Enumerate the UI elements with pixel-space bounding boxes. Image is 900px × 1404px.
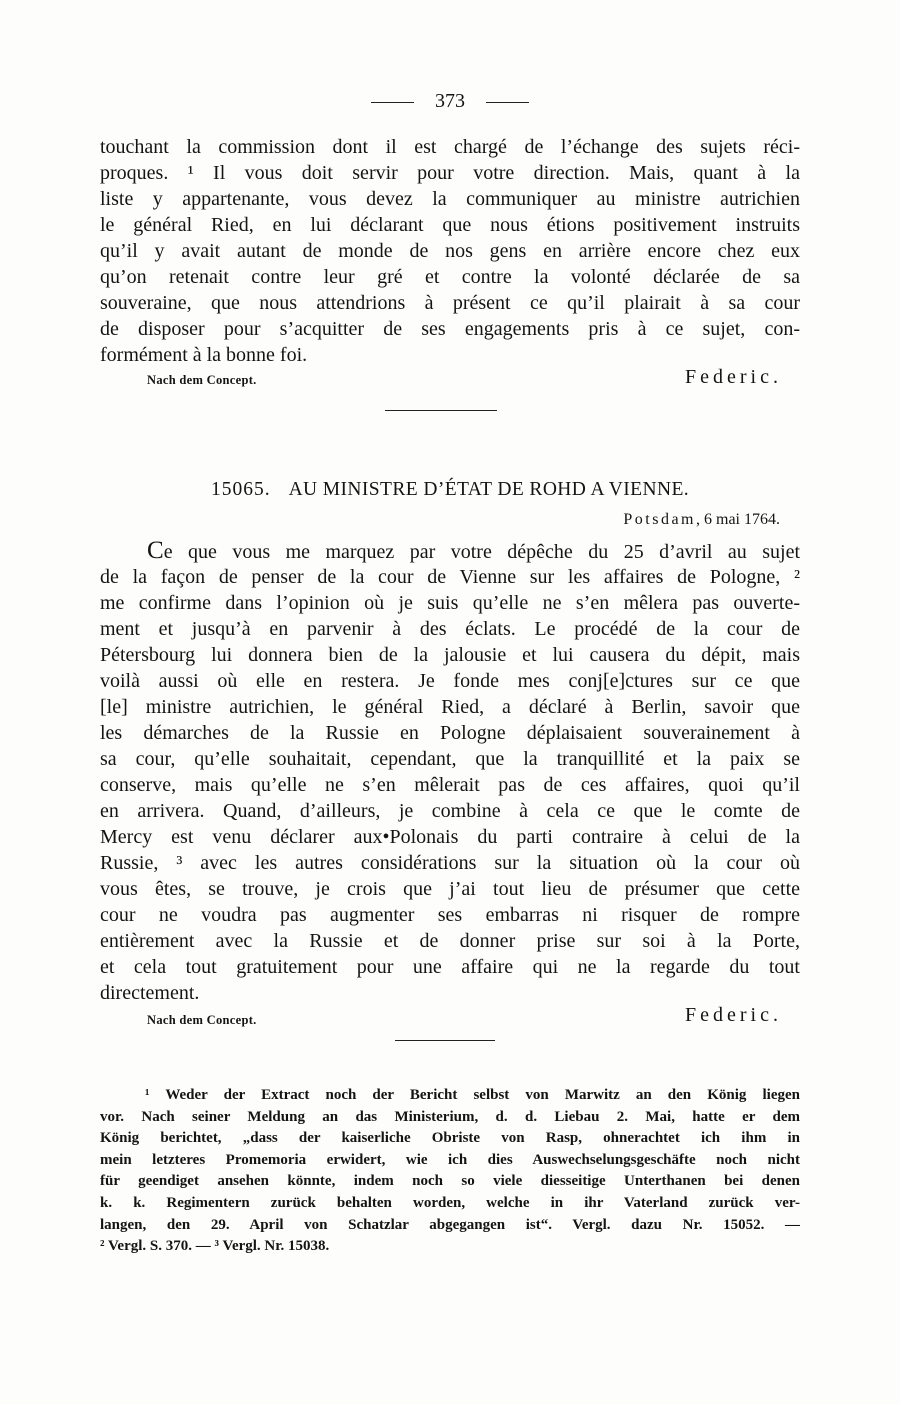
text-line: de la façon de penser de la cour de Vienne sur les affaires de Pologne, ² bbox=[100, 566, 800, 588]
text-line: voilà aussi où elle en restera. Je fonde mes conj[e]ctures sur ce que bbox=[100, 670, 800, 692]
source-note: Nach dem Concept. bbox=[147, 373, 257, 387]
footnote-divider bbox=[395, 1040, 495, 1041]
text-line: proques. ¹ Il vous doit servir pour votre direction. Mais, quant à la bbox=[100, 162, 800, 184]
signature: Federic. bbox=[685, 1004, 782, 1026]
footnote-line: mein letzteres Promemoria erwidert, wie ich dies Auswechselungsgeschäfte noch nicht bbox=[100, 1151, 800, 1168]
footnotes bbox=[100, 1085, 800, 1258]
footnote-line: für geendiget ansehen könnte, indem noch so viele diesseitige Unterthanen bei denen bbox=[100, 1173, 800, 1190]
dateline-date: , 6 mai 1764. bbox=[696, 511, 780, 528]
text-line: souveraine, que nous attendrions à présent ce qu’il plairait à sa cour bbox=[100, 292, 800, 314]
text-line: me confirme dans l’opinion où je suis qu’elle ne s’en mêlera pas ouverte- bbox=[100, 592, 800, 614]
text-line: cour ne voudra pas augmenter ses embarras ni risquer de rompre bbox=[100, 904, 800, 926]
section-divider bbox=[385, 410, 497, 411]
text-line: entièrement avec la Russie et de donner prise sur soi à la Porte, bbox=[100, 930, 800, 952]
letter-title: AU MINISTRE D’ÉTAT DE ROHD A VIENNE. bbox=[288, 479, 690, 500]
text-line: et cela tout gratuitement pour une affaire qui ne la regarde du tout bbox=[100, 956, 800, 978]
text-line: touchant la commission dont il est chargé de l’échange des sujets réci- bbox=[100, 136, 800, 158]
text-line: vous êtes, se trouve, je crois que j’ai tout lieu de présumer que cette bbox=[100, 878, 800, 900]
dateline bbox=[623, 509, 780, 531]
text-line: Ce que vous me marquez par votre dépêche du 25 d’avril au sujet bbox=[147, 538, 800, 564]
letter-number: 15065. bbox=[210, 479, 271, 500]
text-line: qu’on retenait contre leur gré et contre la volonté déclarée de sa bbox=[100, 266, 800, 288]
text-line: Pétersbourg lui donnera bien de la jalousie et lui causera du dépit, mais bbox=[100, 644, 800, 666]
text-line: liste y appartenante, vous devez la communiquer au ministre autrichien bbox=[100, 188, 800, 210]
text-line: le général Ried, en lui déclarant que nous étions positivement instruits bbox=[100, 214, 800, 236]
header-rule-left bbox=[371, 102, 414, 103]
footnote-line: ² Vergl. S. 370. — ³ Vergl. Nr. 15038. bbox=[100, 1238, 330, 1255]
text-line: sa cour, qu’elle souhaitait, cependant, que la tranquillité et la paix se bbox=[100, 748, 800, 770]
text-line: directement. bbox=[100, 982, 200, 1004]
page-number: 373 bbox=[435, 90, 465, 112]
header-rule-right bbox=[486, 102, 529, 103]
footnote-line: König berichtet, „dass der kaiserliche Obriste von Rasp, ohnerachtet ich ihm in bbox=[100, 1130, 800, 1147]
footnote-line: ¹ Weder der Extract noch der Bericht selbst von Marwitz an den König liegen bbox=[145, 1087, 800, 1103]
footnote-line: k. k. Regimentern zurück behalten worden, welche in ihr Vaterland zurück ver- bbox=[100, 1194, 800, 1211]
text-line: Mercy est venu déclarer aux•Polonais du parti contraire à celui de la bbox=[100, 826, 800, 848]
source-note: Nach dem Concept. bbox=[147, 1013, 257, 1027]
page-header bbox=[0, 88, 900, 114]
text-line: les démarches de la Russie en Pologne déplaisaient souverainement à bbox=[100, 722, 800, 744]
text-line: formément à la bonne foi. bbox=[100, 344, 308, 366]
text-line: en arrivera. Quand, d’ailleurs, je combine à cela ce que le comte de bbox=[100, 800, 800, 822]
signature: Federic. bbox=[685, 366, 782, 388]
footnote-line: vor. Nach seiner Meldung an das Ministerium, d. d. Liebau 2. Mai, hatte er dem bbox=[100, 1108, 800, 1125]
text-line: qu’il y avait autant de monde de nos gens en arrière encore chez eux bbox=[100, 240, 800, 262]
text-line: [le] ministre autrichien, le général Ried, a déclaré à Berlin, savoir que bbox=[100, 696, 800, 718]
previous-letter-text bbox=[100, 134, 800, 368]
footnote-line: langen, den 29. April von Schatzlar abgegangen ist“. Vergl. dazu Nr. 15052. — bbox=[100, 1216, 800, 1233]
dateline-place: Potsdam bbox=[623, 511, 696, 528]
text-line: ment et jusqu’à en parvenir à des éclats. Le procédé de la cour de bbox=[100, 618, 800, 640]
text-line: de disposer pour s’acquitter de ses engagements pris à ce sujet, con- bbox=[100, 318, 800, 340]
letter-body bbox=[100, 538, 800, 1006]
letter-heading bbox=[0, 477, 900, 503]
text-line: conserve, mais qu’elle ne s’en mêlerait pas de ces affaires, quoi qu’il bbox=[100, 774, 800, 796]
text-line: Russie, ³ avec les autres considérations sur la situation où la cour où bbox=[100, 852, 800, 874]
